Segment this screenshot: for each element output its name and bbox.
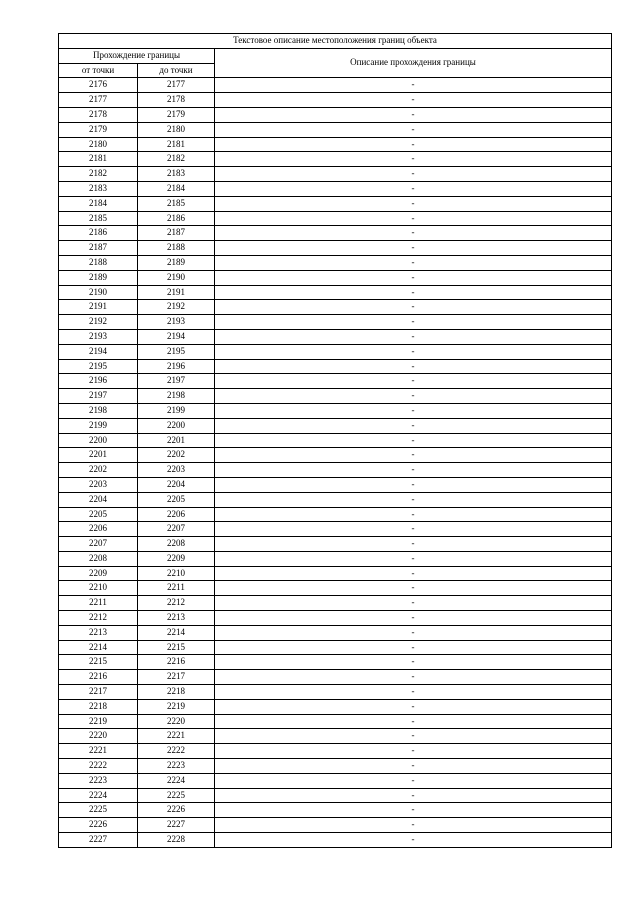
- to-point-cell: 2205: [138, 492, 215, 507]
- table-row: [59, 463, 612, 478]
- table-row: [59, 403, 612, 418]
- table-row: [59, 315, 612, 330]
- to-point-cell: 2193: [138, 315, 215, 330]
- to-point-cell: 2198: [138, 389, 215, 404]
- from-point-cell: 2183: [59, 181, 138, 196]
- table-row: [59, 241, 612, 256]
- from-point-cell: 2180: [59, 137, 138, 152]
- to-point-cell: 2202: [138, 448, 215, 463]
- table-row: [59, 433, 612, 448]
- description-cell: -: [215, 596, 612, 611]
- table-row: [59, 181, 612, 196]
- description-cell: -: [215, 107, 612, 122]
- from-point-cell: 2204: [59, 492, 138, 507]
- from-point-cell: 2212: [59, 611, 138, 626]
- description-cell: -: [215, 122, 612, 137]
- description-cell: -: [215, 566, 612, 581]
- description-cell: -: [215, 137, 612, 152]
- table-row: [59, 714, 612, 729]
- to-point-cell: 2191: [138, 285, 215, 300]
- to-point-cell: 2199: [138, 403, 215, 418]
- to-point-cell: 2181: [138, 137, 215, 152]
- to-point-cell: 2183: [138, 167, 215, 182]
- table-row: [59, 78, 612, 93]
- table-row: [59, 344, 612, 359]
- table-row: [59, 655, 612, 670]
- table-row: [59, 833, 612, 848]
- to-point-cell: 2213: [138, 611, 215, 626]
- from-point-cell: 2191: [59, 300, 138, 315]
- table-row: [59, 329, 612, 344]
- description-cell: -: [215, 463, 612, 478]
- from-point-cell: 2192: [59, 315, 138, 330]
- table-row: [59, 699, 612, 714]
- table-row: [59, 389, 612, 404]
- from-point-cell: 2203: [59, 477, 138, 492]
- description-cell: -: [215, 699, 612, 714]
- table-row: [59, 107, 612, 122]
- table-row: [59, 285, 612, 300]
- from-point-cell: 2201: [59, 448, 138, 463]
- to-point-cell: 2196: [138, 359, 215, 374]
- table-row: [59, 522, 612, 537]
- table-row: [59, 640, 612, 655]
- from-point-cell: 2200: [59, 433, 138, 448]
- from-point-cell: 2216: [59, 670, 138, 685]
- description-cell: -: [215, 300, 612, 315]
- from-point-cell: 2220: [59, 729, 138, 744]
- to-point-cell: 2224: [138, 773, 215, 788]
- from-point-cell: 2210: [59, 581, 138, 596]
- table-row: [59, 818, 612, 833]
- description-cell: -: [215, 833, 612, 848]
- table-row: [59, 196, 612, 211]
- to-point-cell: 2227: [138, 818, 215, 833]
- description-cell: -: [215, 714, 612, 729]
- table-body: [59, 78, 612, 847]
- table-row: [59, 803, 612, 818]
- from-point-cell: 2198: [59, 403, 138, 418]
- from-point-cell: 2202: [59, 463, 138, 478]
- description-cell: -: [215, 537, 612, 552]
- table-row: [59, 581, 612, 596]
- description-cell: -: [215, 788, 612, 803]
- from-point-cell: 2186: [59, 226, 138, 241]
- to-point-cell: 2197: [138, 374, 215, 389]
- from-point-cell: 2223: [59, 773, 138, 788]
- from-point-cell: 2211: [59, 596, 138, 611]
- from-point-cell: 2209: [59, 566, 138, 581]
- table-row: [59, 566, 612, 581]
- to-point-cell: 2217: [138, 670, 215, 685]
- from-point-cell: 2222: [59, 759, 138, 774]
- from-point-cell: 2176: [59, 78, 138, 93]
- to-point-cell: 2203: [138, 463, 215, 478]
- table-row: [59, 611, 612, 626]
- header-from-point: от точки: [59, 63, 138, 78]
- from-point-cell: 2179: [59, 122, 138, 137]
- from-point-cell: 2193: [59, 329, 138, 344]
- to-point-cell: 2216: [138, 655, 215, 670]
- to-point-cell: 2186: [138, 211, 215, 226]
- description-cell: -: [215, 78, 612, 93]
- description-cell: -: [215, 270, 612, 285]
- description-cell: -: [215, 759, 612, 774]
- description-cell: -: [215, 685, 612, 700]
- to-point-cell: 2228: [138, 833, 215, 848]
- from-point-cell: 2194: [59, 344, 138, 359]
- from-point-cell: 2221: [59, 744, 138, 759]
- table-row: [59, 477, 612, 492]
- to-point-cell: 2226: [138, 803, 215, 818]
- to-point-cell: 2222: [138, 744, 215, 759]
- from-point-cell: 2189: [59, 270, 138, 285]
- description-cell: -: [215, 241, 612, 256]
- table-title: Текстовое описание местоположения границ объекта: [59, 34, 612, 49]
- table-row: [59, 537, 612, 552]
- from-point-cell: 2197: [59, 389, 138, 404]
- to-point-cell: 2177: [138, 78, 215, 93]
- from-point-cell: 2182: [59, 167, 138, 182]
- description-cell: -: [215, 448, 612, 463]
- description-cell: -: [215, 507, 612, 522]
- description-cell: -: [215, 344, 612, 359]
- to-point-cell: 2180: [138, 122, 215, 137]
- from-point-cell: 2187: [59, 241, 138, 256]
- table-row: [59, 759, 612, 774]
- description-cell: -: [215, 226, 612, 241]
- from-point-cell: 2217: [59, 685, 138, 700]
- description-cell: -: [215, 744, 612, 759]
- from-point-cell: 2199: [59, 418, 138, 433]
- to-point-cell: 2218: [138, 685, 215, 700]
- table-row: [59, 729, 612, 744]
- from-point-cell: 2188: [59, 255, 138, 270]
- description-cell: -: [215, 211, 612, 226]
- from-point-cell: 2227: [59, 833, 138, 848]
- description-cell: -: [215, 255, 612, 270]
- description-cell: -: [215, 551, 612, 566]
- to-point-cell: 2221: [138, 729, 215, 744]
- table-header: [59, 34, 612, 78]
- to-point-cell: 2192: [138, 300, 215, 315]
- description-cell: -: [215, 492, 612, 507]
- table-row: [59, 255, 612, 270]
- description-cell: -: [215, 167, 612, 182]
- from-point-cell: 2225: [59, 803, 138, 818]
- description-cell: -: [215, 433, 612, 448]
- to-point-cell: 2214: [138, 625, 215, 640]
- description-cell: -: [215, 93, 612, 108]
- to-point-cell: 2200: [138, 418, 215, 433]
- description-cell: -: [215, 773, 612, 788]
- to-point-cell: 2223: [138, 759, 215, 774]
- description-cell: -: [215, 477, 612, 492]
- from-point-cell: 2218: [59, 699, 138, 714]
- from-point-cell: 2207: [59, 537, 138, 552]
- to-point-cell: 2225: [138, 788, 215, 803]
- to-point-cell: 2194: [138, 329, 215, 344]
- from-point-cell: 2208: [59, 551, 138, 566]
- table-row: [59, 744, 612, 759]
- table-row: [59, 773, 612, 788]
- description-cell: -: [215, 729, 612, 744]
- to-point-cell: 2178: [138, 93, 215, 108]
- to-point-cell: 2206: [138, 507, 215, 522]
- description-cell: -: [215, 329, 612, 344]
- to-point-cell: 2182: [138, 152, 215, 167]
- table-row: [59, 492, 612, 507]
- description-cell: -: [215, 818, 612, 833]
- description-cell: -: [215, 374, 612, 389]
- from-point-cell: 2178: [59, 107, 138, 122]
- table-row: [59, 93, 612, 108]
- table-row: [59, 137, 612, 152]
- description-cell: -: [215, 315, 612, 330]
- description-cell: -: [215, 625, 612, 640]
- header-description: Описание прохождения границы: [215, 48, 612, 78]
- to-point-cell: 2195: [138, 344, 215, 359]
- to-point-cell: 2187: [138, 226, 215, 241]
- table-row: [59, 359, 612, 374]
- from-point-cell: 2195: [59, 359, 138, 374]
- table-row: [59, 122, 612, 137]
- table-row: [59, 507, 612, 522]
- table-row: [59, 152, 612, 167]
- description-cell: -: [215, 389, 612, 404]
- table-row: [59, 596, 612, 611]
- to-point-cell: 2219: [138, 699, 215, 714]
- to-point-cell: 2190: [138, 270, 215, 285]
- table-row: [59, 374, 612, 389]
- table-row: [59, 167, 612, 182]
- description-cell: -: [215, 403, 612, 418]
- table-row: [59, 625, 612, 640]
- description-cell: -: [215, 196, 612, 211]
- to-point-cell: 2188: [138, 241, 215, 256]
- from-point-cell: 2177: [59, 93, 138, 108]
- description-cell: -: [215, 611, 612, 626]
- to-point-cell: 2189: [138, 255, 215, 270]
- to-point-cell: 2204: [138, 477, 215, 492]
- from-point-cell: 2219: [59, 714, 138, 729]
- table-row: [59, 670, 612, 685]
- table-row: [59, 226, 612, 241]
- from-point-cell: 2181: [59, 152, 138, 167]
- description-cell: -: [215, 418, 612, 433]
- table-row: [59, 211, 612, 226]
- to-point-cell: 2220: [138, 714, 215, 729]
- from-point-cell: 2215: [59, 655, 138, 670]
- to-point-cell: 2201: [138, 433, 215, 448]
- header-boundary-passage: Прохождение границы: [59, 48, 215, 63]
- to-point-cell: 2179: [138, 107, 215, 122]
- header-to-point: до точки: [138, 63, 215, 78]
- description-cell: -: [215, 181, 612, 196]
- to-point-cell: 2207: [138, 522, 215, 537]
- to-point-cell: 2211: [138, 581, 215, 596]
- from-point-cell: 2205: [59, 507, 138, 522]
- description-cell: -: [215, 359, 612, 374]
- from-point-cell: 2206: [59, 522, 138, 537]
- to-point-cell: 2185: [138, 196, 215, 211]
- table-row: [59, 418, 612, 433]
- from-point-cell: 2224: [59, 788, 138, 803]
- table-row: [59, 788, 612, 803]
- table-row: [59, 300, 612, 315]
- description-cell: -: [215, 581, 612, 596]
- from-point-cell: 2196: [59, 374, 138, 389]
- description-cell: -: [215, 285, 612, 300]
- from-point-cell: 2190: [59, 285, 138, 300]
- table-row: [59, 448, 612, 463]
- description-cell: -: [215, 803, 612, 818]
- to-point-cell: 2212: [138, 596, 215, 611]
- from-point-cell: 2185: [59, 211, 138, 226]
- from-point-cell: 2213: [59, 625, 138, 640]
- table-row: [59, 270, 612, 285]
- description-cell: -: [215, 522, 612, 537]
- table-row: [59, 685, 612, 700]
- from-point-cell: 2214: [59, 640, 138, 655]
- from-point-cell: 2226: [59, 818, 138, 833]
- to-point-cell: 2210: [138, 566, 215, 581]
- table-row: [59, 551, 612, 566]
- to-point-cell: 2184: [138, 181, 215, 196]
- description-cell: -: [215, 152, 612, 167]
- description-cell: -: [215, 640, 612, 655]
- to-point-cell: 2215: [138, 640, 215, 655]
- to-point-cell: 2209: [138, 551, 215, 566]
- boundary-description-table: [58, 33, 612, 848]
- to-point-cell: 2208: [138, 537, 215, 552]
- description-cell: -: [215, 655, 612, 670]
- description-cell: -: [215, 670, 612, 685]
- from-point-cell: 2184: [59, 196, 138, 211]
